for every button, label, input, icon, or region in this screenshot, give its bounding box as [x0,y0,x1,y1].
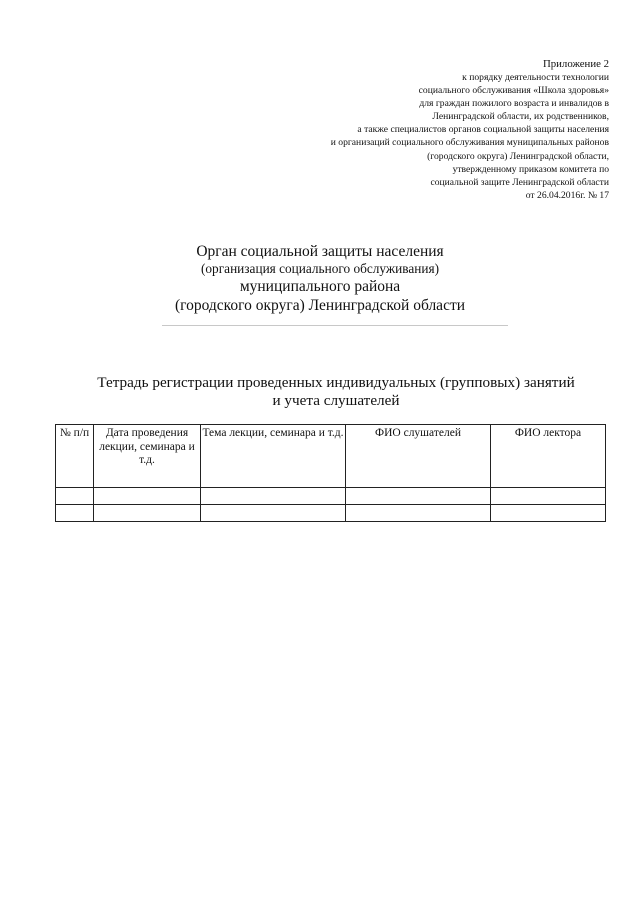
organization-line: муниципального района [239,278,401,295]
appendix-line: к порядку деятельности технологии [462,72,609,83]
column-header-topic: Тема лекции, семинара и т.д. [201,425,346,488]
document-title-line: Тетрадь регистрации проведенных индивидуальных (групповых) занятий [97,374,575,391]
document-title-line: и учета слушателей [272,392,400,409]
signature-divider [162,325,508,326]
column-header-lecturer: ФИО лектора [491,425,606,488]
table-cell [346,505,491,522]
organization-line: Орган социальной защиты населения [196,243,444,260]
appendix-line: а также специалистов органов социальной защиты населения [357,124,609,136]
table-cell [491,505,606,522]
table-header-row [56,425,606,488]
appendix-title: Приложение 2 [542,58,609,70]
registration-table [55,424,606,522]
organization-line: (организация социального обслуживания) [200,261,439,276]
table-cell [491,488,606,505]
table-cell [201,505,346,522]
column-header-listeners: ФИО слушателей [346,425,491,488]
appendix-line: социальной защите Ленинградской области [430,176,609,188]
organization-line: (городского округа) Ленинградской области [174,297,466,314]
appendix-line: (городского округа) Ленинградской области, [427,150,609,162]
appendix-line: и организаций социального обслуживания муниципальных районов [330,137,609,149]
column-header-date: Дата проведения лекции, семинара и т.д. [94,425,201,488]
table-cell [201,488,346,505]
table-row [56,488,606,505]
organization-header [0,243,640,315]
table-cell [56,505,94,522]
document-title [0,374,640,410]
appendix-line: Ленинградской области, их родственников, [432,111,609,123]
appendix-line: утвержденному приказом комитета по [452,163,609,175]
column-header-number: № п/п [56,425,94,488]
table-cell [94,488,201,505]
appendix-line: для граждан пожилого возраста и инвалидов в [419,98,609,110]
table-cell [346,488,491,505]
table-cell [56,488,94,505]
appendix-line: от 26.04.2016г. № 17 [525,189,609,201]
table-row [56,505,606,522]
appendix-line: социального обслуживания «Школа здоровья» [418,85,609,97]
appendix-block [189,58,609,202]
table-cell [94,505,201,522]
